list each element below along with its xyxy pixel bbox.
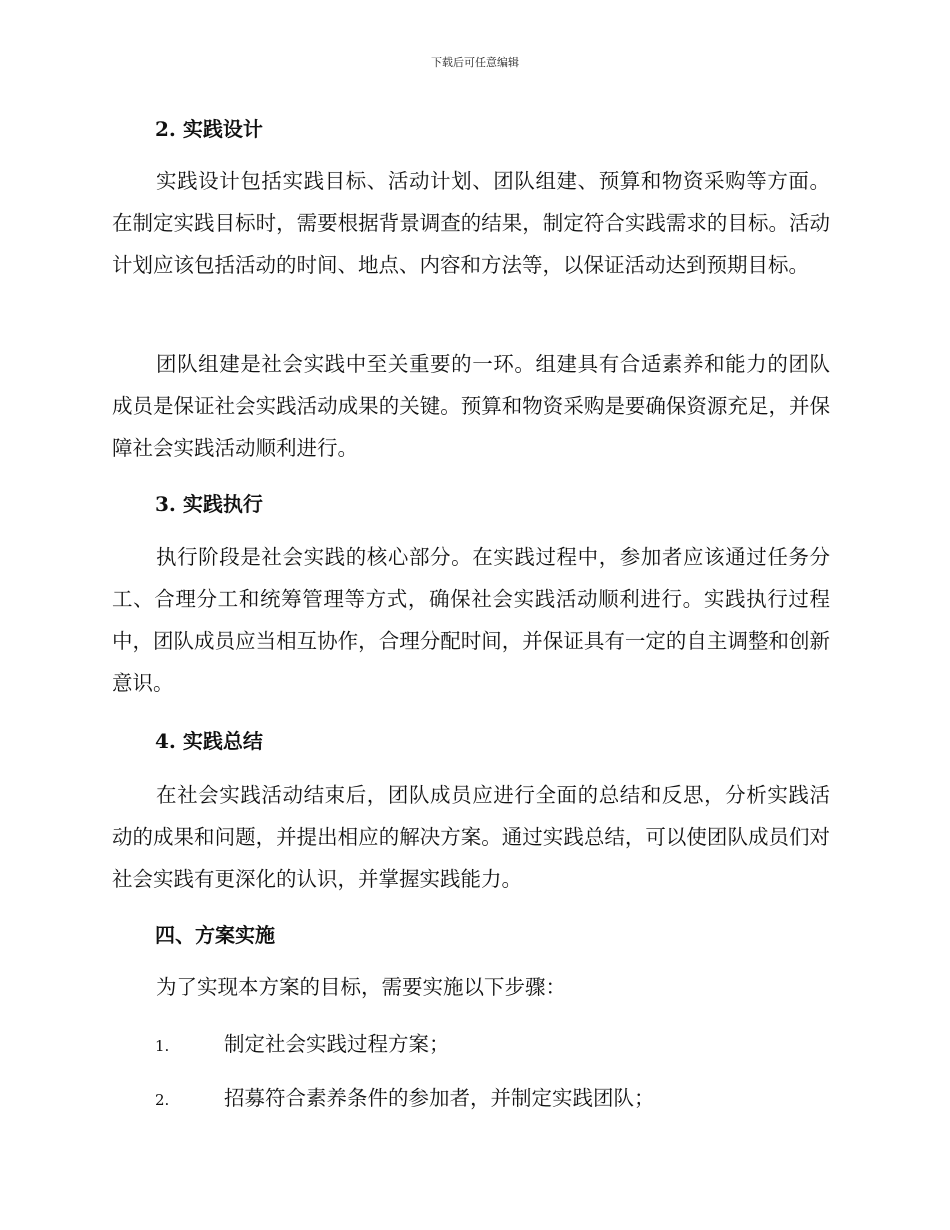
section-heading-summary: 4. 实践总结 (155, 729, 263, 753)
list-item-number: 1. (155, 1037, 170, 1055)
page-header: 下载后可任意编辑 (431, 56, 519, 69)
list-item-number: 2. (155, 1091, 170, 1109)
section-heading-implementation: 四、方案实施 (155, 923, 275, 947)
paragraph-design-1: 实践设计包括实践目标、活动计划、团队组建、预算和物资采购等方面。在制定实践目标时，需要根据背景调查的结果，制定符合实践需求的目标。活动计划应该包括活动的时间、地点、内容和方法等，以保证活动达到预期目标。 (112, 169, 830, 277)
list-item-step-1 (155, 1034, 450, 1055)
section-heading-execution: 3. 实践执行 (155, 492, 263, 516)
list-item-text: 招募符合素养条件的参加者，并制定实践团队； (224, 1086, 655, 1110)
paragraph-summary-1: 在社会实践活动结束后，团队成员应进行全面的总结和反思，分析实践活动的成果和问题，并提出相应的解决方案。通过实践总结，可以使团队成员们对社会实践有更深化的认识，并掌握实践能力。 (112, 783, 830, 891)
paragraph-implementation-intro: 为了实现本方案的目标，需要实施以下步骤： (156, 975, 566, 999)
list-item-step-2 (155, 1088, 655, 1109)
section-heading-design: 2. 实践设计 (155, 117, 263, 141)
paragraph-execution-1: 执行阶段是社会实践的核心部分。在实践过程中，参加者应该通过任务分工、合理分工和统筹管理等方式，确保社会实践活动顺利进行。实践执行过程中，团队成员应当相互协作，合理分配时间，并保证具有一定的自主调整和创新意识。 (112, 545, 830, 695)
list-item-text: 制定社会实践过程方案； (224, 1032, 450, 1056)
paragraph-design-2: 团队组建是社会实践中至关重要的一环。组建具有合适素养和能力的团队成员是保证社会实践活动成果的关键。预算和物资采购是要确保资源充足，并保障社会实践活动顺利进行。 (112, 352, 830, 460)
